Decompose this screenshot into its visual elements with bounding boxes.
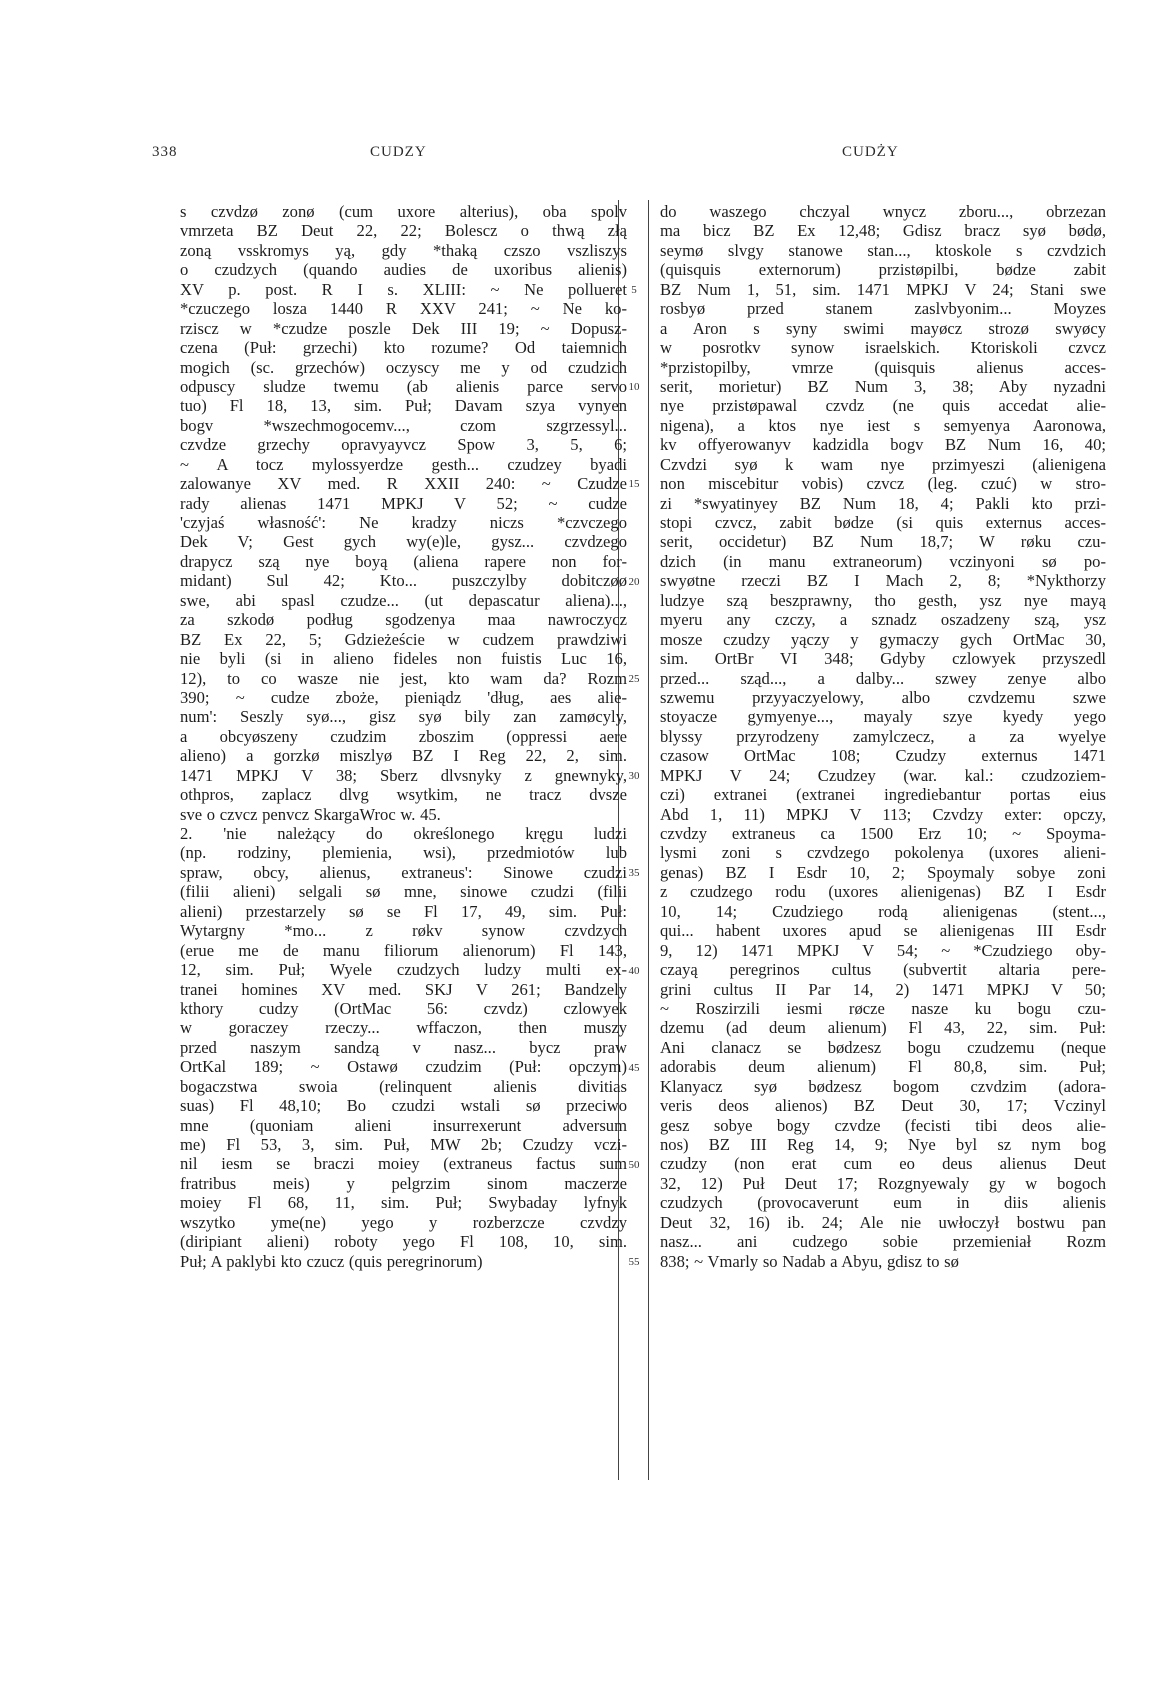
text-line: zoną vsskromys yą, gdy *thaką czszo vszliszys	[180, 240, 627, 260]
text-line: genas) BZ I Esdr 10, 2; Spoymaly sobye zoni	[660, 862, 1106, 882]
text-line: Klanyacz syø bødzesz bogom czvdzim (adora-	[660, 1076, 1106, 1096]
text-line: 12), to co wasze nie jest, kto wam da? Rozm	[180, 668, 627, 688]
text-line: 838; ~ Vmarly so Nadab a Abyu, gdisz to sø	[660, 1251, 959, 1271]
text-line: bogaczstwa swoia (relinquent alienis divitias	[180, 1076, 627, 1096]
text-line: BZ Ex 22, 5; Gdzieżeście w cudzem prawdziwi	[180, 629, 627, 649]
text-line: alieni) przestarzely sø se Fl 17, 49, sim. Puł:	[180, 901, 627, 921]
text-line: qui... habent uxores apud se alienigenas III Esdr	[660, 921, 1106, 941]
text-line: czudzy (non erat cum eo deus alienus Deut	[660, 1154, 1106, 1174]
line-number: 20	[628, 575, 640, 588]
text-line: Deut 32, 16) ib. 24; Ale nie uwłoczył bostwu pan	[660, 1212, 1106, 1232]
text-line: szwemu przyyaczyelowy, albo czvdzemu szwe	[660, 687, 1106, 707]
text-line: swe, abi spasl czudze... (ut depascatur aliena)...,	[180, 590, 627, 610]
text-line: alieno) a gorzkø miszlyø BZ I Reg 22, 2, sim.	[180, 746, 627, 766]
text-line: ~ A tocz mylossyerdze gesth... czudzey byadi	[180, 454, 627, 474]
text-line: bogv *wszechmogocemv..., czom szgrzessyl...	[180, 415, 627, 435]
text-line: rosbyø przed stanem zaslvbyonim... Moyzes	[660, 299, 1106, 319]
text-line: mosze czudzy yączy y gymaczy gych OrtMac 30,	[660, 629, 1106, 649]
text-line: ma bicz BZ Ex 12,48; Gdisz bracz syø bødø,	[660, 221, 1106, 241]
text-line: non miscebitur vobis) czvcz (leg. czuć) w stro-	[660, 474, 1106, 494]
text-line: kv offyerowanyv kadzidla bogv BZ Num 16, 40;	[660, 435, 1106, 455]
line-number: 15	[628, 478, 640, 491]
text-line: me) Fl 53, 3, sim. Puł, MW 2b; Czudzy vczi-	[180, 1135, 627, 1154]
text-line: przed... sząd..., a dalby... szwey zenye albo	[660, 668, 1106, 688]
text-line: serit, morietur) BZ Num 3, 38; Aby nyzadni	[660, 376, 1106, 396]
running-head-right: CUDŻY	[842, 144, 899, 160]
text-line: XV p. post. R I s. XLIII: ~ Ne pollueret	[180, 279, 627, 299]
text-line: czvdzy extraneus ca 1500 Erz 10; ~ Spoyma-	[660, 824, 1106, 843]
text-line: suas) Fl 48,10; Bo czudzi wstali sø przeciwo	[180, 1096, 627, 1116]
text-line: zi *swyatinyey BZ Num 18, 4; Pakli kto przi-	[660, 493, 1106, 513]
text-line: sve o czvcz penvcz SkargaWroc w. 45.	[180, 804, 441, 824]
text-line: 10, 14; Czudziego rodą alienigenas (stent...,	[660, 901, 1106, 921]
text-line: wszytko yme(ne) yego y rozberzcze czvdzy	[180, 1212, 627, 1232]
text-line: nigena), a ktos nye iest s semyenya Aaronowa,	[660, 415, 1106, 435]
text-line: za szkodø podług sgodzenya maa nawroczycz	[180, 610, 627, 630]
text-line: Wytargny *mo... z røkv synow czvdzych	[180, 921, 627, 941]
text-line: drapycz szą nye boyą (aliena rapere non for-	[180, 551, 627, 571]
text-line: rziscz w *czudze poszle Dek III 19; ~ Dopusz-	[180, 318, 627, 338]
text-line: nye przistøpawal czvdz (ne quis accedat alie-	[660, 396, 1106, 416]
text-line: (diripiant alieni) roboty yego Fl 108, 10, sim.	[180, 1232, 627, 1252]
text-line: stopi czvcz, zabit bødze (si quis externus acces-	[660, 513, 1106, 532]
text-line: 'czyjaś własność': Ne kradzy niczs *czvczego	[180, 513, 627, 532]
text-line: *przistopilby, vmrze (quisquis alienus acces-	[660, 357, 1106, 377]
text-line: ~ Roszirzili iesmi røcze nasze ku bogu czu-	[660, 998, 1106, 1018]
left-column	[180, 202, 627, 1271]
text-line: seymø slvgy stanowe stan..., ktoskole s czvdzich	[660, 240, 1106, 260]
text-line: MPKJ V 24; Czudzey (war. kal.: czudzoziem-	[660, 765, 1106, 785]
text-line: grini cultus II Par 14, 2) 1471 MPKJ V 50;	[660, 979, 1106, 999]
text-line: nil iesm se braczi moiey (extraneus factus sum	[180, 1154, 627, 1174]
text-line: zalowanye XV med. R XXII 240: ~ Czudze	[180, 474, 627, 494]
text-line: przed naszym sandzą v nasz... bycz praw	[180, 1037, 627, 1057]
text-line: Czvdzi syø k wam nye przimyeszi (alienigena	[660, 454, 1106, 474]
text-line: 390; ~ cudze zboże, pieniądz 'dług, aes alie-	[180, 687, 627, 707]
text-line: czayą peregrinos cultus (subvertit altaria pere-	[660, 960, 1106, 980]
text-line: dzich (in manu extraneorum) vczinyoni sø po-	[660, 551, 1106, 571]
text-line: Puł; A paklybi kto czucz (quis peregrinorum)	[180, 1251, 483, 1271]
text-line: czena (Puł: grzechi) kto rozume? Od taiemnich	[180, 338, 627, 358]
text-line: (np. rodziny, plemienia, wsi), przedmiotów lub	[180, 843, 627, 863]
text-line: mogich (sc. grzechów) oczyscy me y od czudzich	[180, 357, 627, 377]
text-line: czasow OrtMac 108; Czudzy externus 1471	[660, 746, 1106, 766]
text-line: Abd 1, 11) MPKJ V 113; Czvdzy exter: opczy,	[660, 804, 1106, 824]
text-line: kthory cudzy (OrtMac 56: czvdz) czlowyek	[180, 998, 627, 1018]
line-number: 50	[628, 1159, 640, 1172]
text-line: z czudzego rodu (uxores alienigenas) BZ I Esdr	[660, 882, 1106, 902]
text-line: czudzych (provocaverunt eum in diis alienis	[660, 1193, 1106, 1213]
text-line: spraw, obcy, alienus, extraneus': Sinowe czudzi	[180, 862, 627, 882]
right-column	[660, 202, 1106, 1271]
text-line: vmrzeta BZ Deut 22, 22; Bolescz o thwą złą	[180, 221, 627, 241]
text-line: nie byli (si in alieno fideles non fuistis Luc 16,	[180, 649, 627, 669]
text-line: nasz... ani cudzego sobie przemieniał Rozm	[660, 1232, 1106, 1252]
text-line: rady alienas 1471 MPKJ V 52; ~ cudze	[180, 493, 627, 513]
text-line: lysmi zoni s czvdzego pokolenya (uxores alieni-	[660, 843, 1106, 863]
line-number: 5	[631, 283, 637, 296]
text-line: 12, sim. Puł; Wyele czudzych ludzy multi ex-	[180, 960, 627, 980]
text-line: BZ Num 1, 51, sim. 1471 MPKJ V 24; Stani swe	[660, 279, 1106, 299]
text-line: blyssy przyrodzeny zamylczecz, a za wyelye	[660, 726, 1106, 746]
text-line: w posrotkv synow israelskich. Ktoriskoli czvcz	[660, 338, 1106, 358]
text-line: czi) extranei (extranei ingrediebantur portas eius	[660, 785, 1106, 805]
text-line: do waszego chczyal wnycz zboru..., obrzezan	[660, 202, 1106, 221]
column-rule-right	[648, 200, 649, 1480]
text-line: a obcyøszeny czudzim zboszim (oppressi aere	[180, 726, 627, 746]
line-number: 25	[628, 672, 640, 685]
text-line: Ani clanacz se bødzesz bogu czudzemu (neque	[660, 1037, 1106, 1057]
text-line: Dek V; Gest gych wy(e)le, gysz... czvdzego	[180, 532, 627, 552]
text-line: 2. 'nie należący do określonego kręgu ludzi	[180, 824, 627, 843]
text-line: midant) Sul 42; Kto... puszczylby dobitczøø	[180, 571, 627, 591]
line-number: 40	[628, 964, 640, 977]
line-number: 10	[628, 381, 640, 394]
text-line: o czudzych (quando audies de uxoribus alienis)	[180, 260, 627, 280]
text-line: 1471 MPKJ V 38; Sberz dlvsnyky z gnewnyky,	[180, 765, 627, 785]
text-line: myeru any czczy, a sznadz oszadzeny szą, ysz	[660, 610, 1106, 630]
text-line: ludzye szą beszprawny, tho gesth, ysz nye mayą	[660, 590, 1106, 610]
text-line: swyøtne rzeczi BZ I Mach 2, 8; *Nykthorzy	[660, 571, 1106, 591]
text-line: fratribus meis) y pelgrzim sinom maczerze	[180, 1173, 627, 1193]
line-number: 30	[628, 770, 640, 783]
text-line: othpros, zaplacz dlvg wsytkim, ne tracz dvsze	[180, 785, 627, 805]
text-line: a Aron s syny swimi mayøcz strozø swyøcy	[660, 318, 1106, 338]
text-line: s czvdzø zonø (cum uxore alterius), oba spolv	[180, 202, 627, 221]
line-number: 35	[628, 867, 640, 880]
line-number: 55	[628, 1256, 640, 1269]
text-line: czvdze grzechy opravyayvcz Spow 3, 5, 6;	[180, 435, 627, 455]
text-line: num': Seszly syø..., gisz syø bily zan zamøcyly,	[180, 707, 627, 727]
text-line: mne (quoniam alieni insurrexerunt adversum	[180, 1115, 627, 1135]
line-number: 45	[628, 1061, 640, 1074]
text-line: dzemu (ad deum alienum) Fl 43, 22, sim. Puł:	[660, 1018, 1106, 1038]
text-line: (erue me de manu filiorum alienorum) Fl 143,	[180, 940, 627, 960]
text-line: nos) BZ III Reg 14, 9; Nye byl sz nym bog	[660, 1135, 1106, 1154]
text-line: OrtKal 189; ~ Ostawø czudzim (Puł: opczym)	[180, 1057, 627, 1077]
text-line: w goraczey rzeczy... wffaczon, then muszy	[180, 1018, 627, 1038]
text-line: 9, 12) 1471 MPKJ V 54; ~ *Czudziego oby-	[660, 940, 1106, 960]
text-line: 32, 12) Puł Deut 17; Rozgnyewaly gy w bogoch	[660, 1173, 1106, 1193]
text-line: (quisquis externorum) przistøpilbi, bødze zabit	[660, 260, 1106, 280]
text-line: *czuczego losza 1440 R XXV 241; ~ Ne ko-	[180, 299, 627, 319]
text-line: stoyacze gymyenye..., mayaly szye kyedy yego	[660, 707, 1106, 727]
text-line: gesz sobye bogy czvdze (fecisti tibi deos alie-	[660, 1115, 1106, 1135]
text-line: adorabis deum alienum) Fl 80,8, sim. Puł;	[660, 1057, 1106, 1077]
text-line: tranei homines XV med. SKJ V 261; Bandzely	[180, 979, 627, 999]
text-line: veris deos alienos) BZ Deut 30, 17; Vczinyl	[660, 1096, 1106, 1116]
running-head-left: CUDZY	[370, 144, 427, 160]
text-line: (filii alieni) selgali sø mne, sinowe czudzi (filii	[180, 882, 627, 902]
page-number: 338	[152, 144, 178, 160]
text-line: moiey Fl 68, 11, sim. Puł; Swybaday lyfnyk	[180, 1193, 627, 1213]
text-line: tuo) Fl 18, 13, sim. Puł; Davam szya vynyen	[180, 396, 627, 416]
text-line: serit, occidetur) BZ Num 18,7; W røku czu-	[660, 532, 1106, 552]
text-line: sim. OrtBr VI 348; Gdyby czlowyek przyszedl	[660, 649, 1106, 669]
text-line: odpuscy sludze twemu (ab alienis parce servo	[180, 376, 627, 396]
